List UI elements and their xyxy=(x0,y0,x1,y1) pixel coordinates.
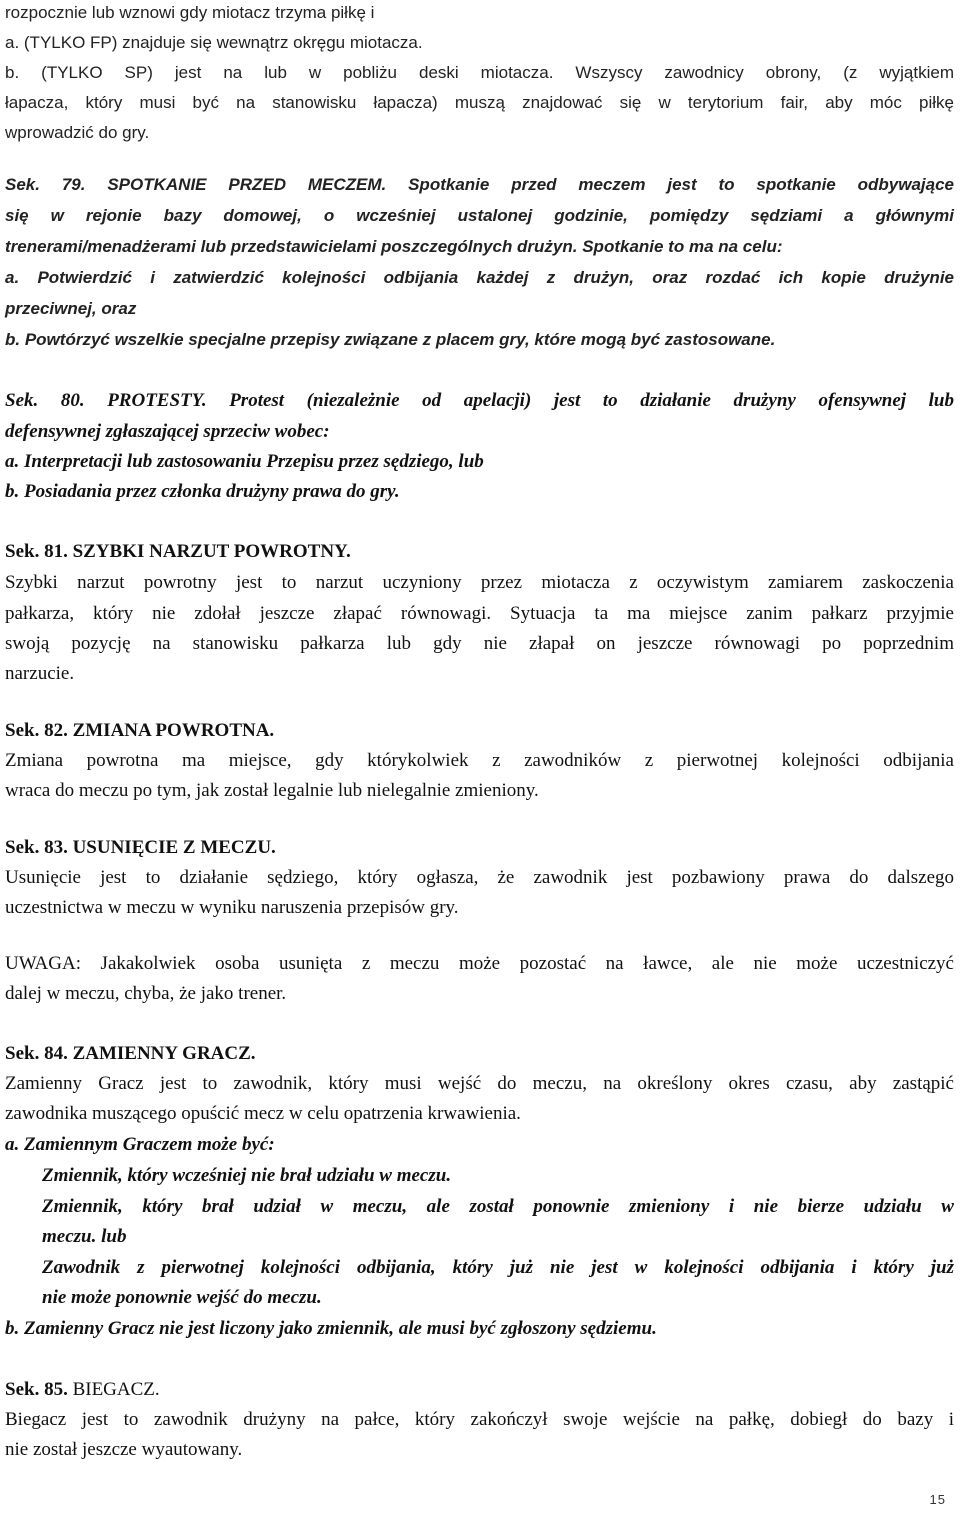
text-line: przeciwnej, oraz xyxy=(5,299,137,318)
list-item: Zmiennik, który wcześniej nie brał udziału w meczu. xyxy=(42,1165,452,1186)
text-line: a. Potwierdzić i zatwierdzić kolejności odbijania każdej z drużyn, oraz rozdać ich kopie drużynie xyxy=(5,268,954,287)
list-item: Zawodnik z pierwotnej kolejności odbijania, który już nie jest w kolejności odbijania i który już xyxy=(42,1257,954,1278)
text-line: swoją pozycję na stanowisku pałkarza lub gdy nie złapał on jeszcze równowagi po poprzednim xyxy=(5,633,954,654)
text-line: wprowadzić do gry. xyxy=(5,123,150,142)
page-number: 15 xyxy=(929,1492,946,1507)
text-line: b. Posiadania przez członka drużyny prawa do gry. xyxy=(5,481,400,502)
text-line: narzucie. xyxy=(5,663,75,684)
text-line: wraca do meczu po tym, jak został legalnie lub nielegalnie zmieniony. xyxy=(5,780,539,801)
text-line: uczestnictwa w meczu w wyniku naruszenia przepisów gry. xyxy=(5,897,459,918)
text-line: Zamienny Gracz jest to zawodnik, który musi wejść do meczu, na określony okres czasu, aby zastąpić xyxy=(5,1073,954,1094)
list-item: Zmiennik, który brał udział w meczu, ale został ponownie zmieniony i nie bierze udziału w xyxy=(42,1196,954,1217)
text-line: defensywnej zgłaszającej sprzeciw wobec: xyxy=(5,421,330,442)
section-82-heading: Sek. 82. ZMIANA POWROTNA. xyxy=(5,720,275,741)
text-line: Zmiana powrotna ma miejsce, gdy którykolwiek z zawodników z pierwotnej kolejności odbijania xyxy=(5,750,954,771)
text-line: trenerami/menadżerami lub przedstawicielami poszczególnych drużyn. Spotkanie to ma na celu: xyxy=(5,237,783,256)
text-line: łapacza, który musi być na stanowisku łapacza) muszą znajdować się w terytorium fair, aby móc piłkę xyxy=(5,93,954,112)
section-84-heading: Sek. 84. ZAMIENNY GRACZ. xyxy=(5,1043,256,1064)
text-line: rozpocznie lub wznowi gdy miotacz trzyma piłkę i xyxy=(5,3,375,22)
text-line: nie został jeszcze wyautowany. xyxy=(5,1439,243,1460)
section-79-heading: Sek. 79. SPOTKANIE PRZED MECZEM. Spotkanie przed meczem jest to spotkanie odbywające xyxy=(5,175,954,194)
text-line: a. Zamiennym Graczem może być: xyxy=(5,1134,275,1155)
text-line: Szybki narzut powrotny jest to narzut uczyniony przez miotacza z oczywistym zamiarem zaskoczenia xyxy=(5,572,954,593)
section-85-heading xyxy=(5,1375,954,1405)
text-line: a. (TYLKO FP) znajduje się wewnątrz okręgu miotacza. xyxy=(5,33,423,52)
text-line: b. (TYLKO SP) jest na lub w pobliżu deski miotacza. Wszyscy zawodnicy obrony, (z wyjątkiem xyxy=(5,63,954,82)
section-80-heading: Sek. 80. PROTESTY. Protest (niezależnie od apelacji) jest to działanie drużyny ofensywnej lub xyxy=(5,390,954,411)
text-line: b. Powtórzyć wszelkie specjalne przepisy związane z placem gry, które mogą być zastosowane. xyxy=(5,330,776,349)
text-line: b. Zamienny Gracz nie jest liczony jako zmiennik, ale musi być zgłoszony sędziemu. xyxy=(5,1318,657,1339)
text-line: Usunięcie jest to działanie sędziego, który ogłasza, że zawodnik jest pozbawiony prawa do dalszego xyxy=(5,867,954,888)
text-line: pałkarza, który nie zdołał jeszcze złapać równowagi. Sytuacja ta ma miejsce zanim pałkarz przyjmie xyxy=(5,603,954,624)
section-81-heading: Sek. 81. SZYBKI NARZUT POWROTNY. xyxy=(5,541,351,562)
list-item: nie może ponownie wejść do meczu. xyxy=(42,1287,322,1308)
text-line: Biegacz jest to zawodnik drużyny na pałce, który zakończył swoje wejście na pałkę, dobiegł do bazy i xyxy=(5,1409,954,1430)
text-line: a. Interpretacji lub zastosowaniu Przepisu przez sędziego, lub xyxy=(5,451,484,472)
text-line: się w rejonie bazy domowej, o wcześniej ustalonej godzinie, pomiędzy sędziami a głównymi xyxy=(5,206,954,225)
note-line: UWAGA: Jakakolwiek osoba usunięta z meczu może pozostać na ławce, ale nie może uczestniczyć xyxy=(5,953,954,974)
section-85-number: Sek. 85. xyxy=(5,1379,68,1400)
list-item: meczu. lub xyxy=(42,1226,127,1247)
section-83-heading: Sek. 83. USUNIĘCIE Z MECZU. xyxy=(5,837,276,858)
text-line: zawodnika muszącego opuścić mecz w celu opatrzenia krwawienia. xyxy=(5,1103,521,1124)
section-85-title: BIEGACZ. xyxy=(72,1379,160,1400)
text-line: dalej w meczu, chyba, że jako trener. xyxy=(5,983,287,1004)
